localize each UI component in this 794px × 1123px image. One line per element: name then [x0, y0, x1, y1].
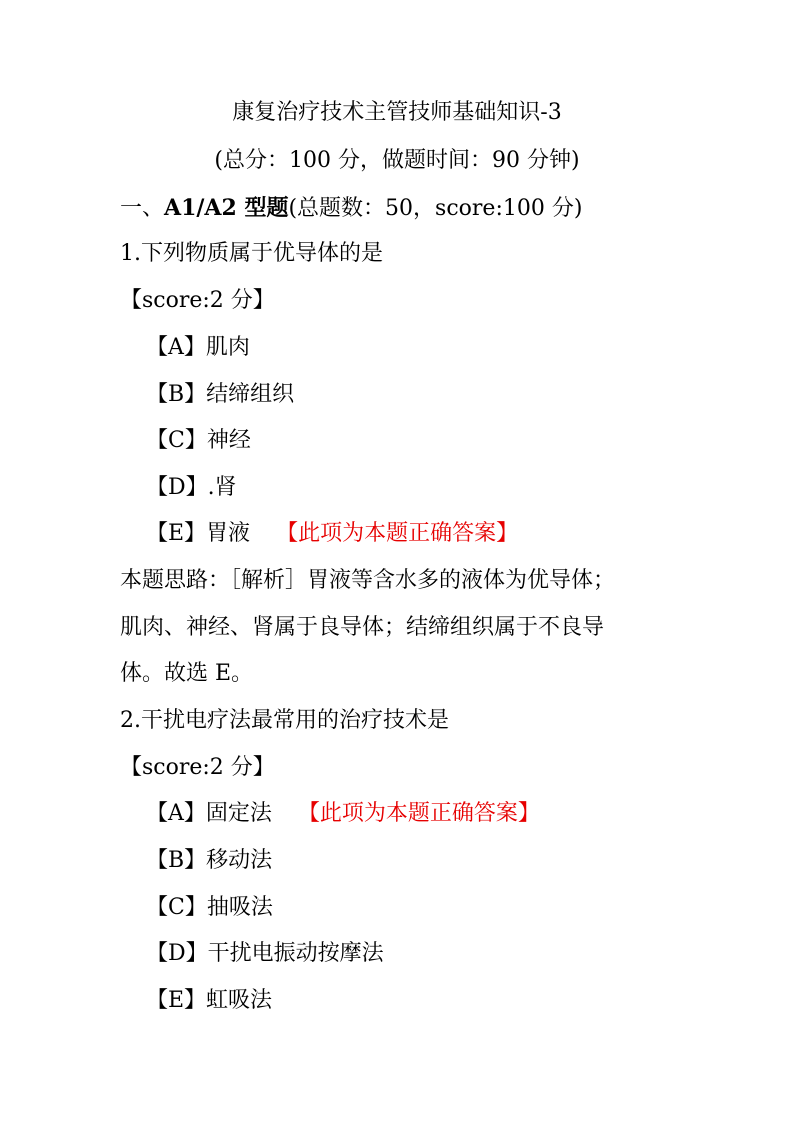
section-heading: [120, 193, 582, 224]
option-e: [146, 519, 518, 549]
option-e-label: 【E】胃液: [146, 521, 251, 546]
option-c: 【C】抽吸法: [146, 895, 273, 920]
correct-answer-marker: 【此项为本题正确答案】: [297, 801, 540, 826]
question-stem: 2.干扰电疗法最常用的治疗技术是: [120, 708, 449, 733]
question-score: 【score:2 分】: [120, 755, 275, 780]
section-name: A1/A2 型题: [164, 195, 289, 221]
option-e: 【E】虹吸法: [146, 988, 273, 1013]
option-d: 【D】.肾: [146, 475, 237, 500]
section-info: (总题数：50，score:100 分): [288, 196, 583, 221]
option-d: 【D】干扰电振动按摩法: [146, 941, 384, 966]
explanation-line: 本题思路：［解析］胃液等含水多的液体为优导体；: [120, 568, 616, 593]
explanation-line: 肌肉、神经、肾属于良导体；结缔组织属于不良导: [120, 615, 605, 640]
option-a: [146, 799, 540, 829]
option-b: 【B】移动法: [146, 848, 273, 873]
option-a-label: 【A】固定法: [146, 801, 272, 826]
section-prefix: 一、: [120, 196, 165, 221]
document-title: 康复治疗技术主管技师基础知识-3: [232, 100, 562, 125]
question-score: 【score:2 分】: [120, 288, 275, 313]
option-c: 【C】神经: [146, 428, 251, 453]
correct-answer-marker: 【此项为本题正确答案】: [276, 521, 519, 546]
option-b: 【B】结缔组织: [146, 382, 295, 407]
exam-info: (总分：100 分，做题时间：90 分钟): [214, 148, 580, 173]
explanation-line: 体。故选 E。: [120, 661, 254, 686]
question-stem: 1.下列物质属于优导体的是: [120, 241, 383, 266]
option-a: 【A】肌肉: [146, 335, 250, 360]
